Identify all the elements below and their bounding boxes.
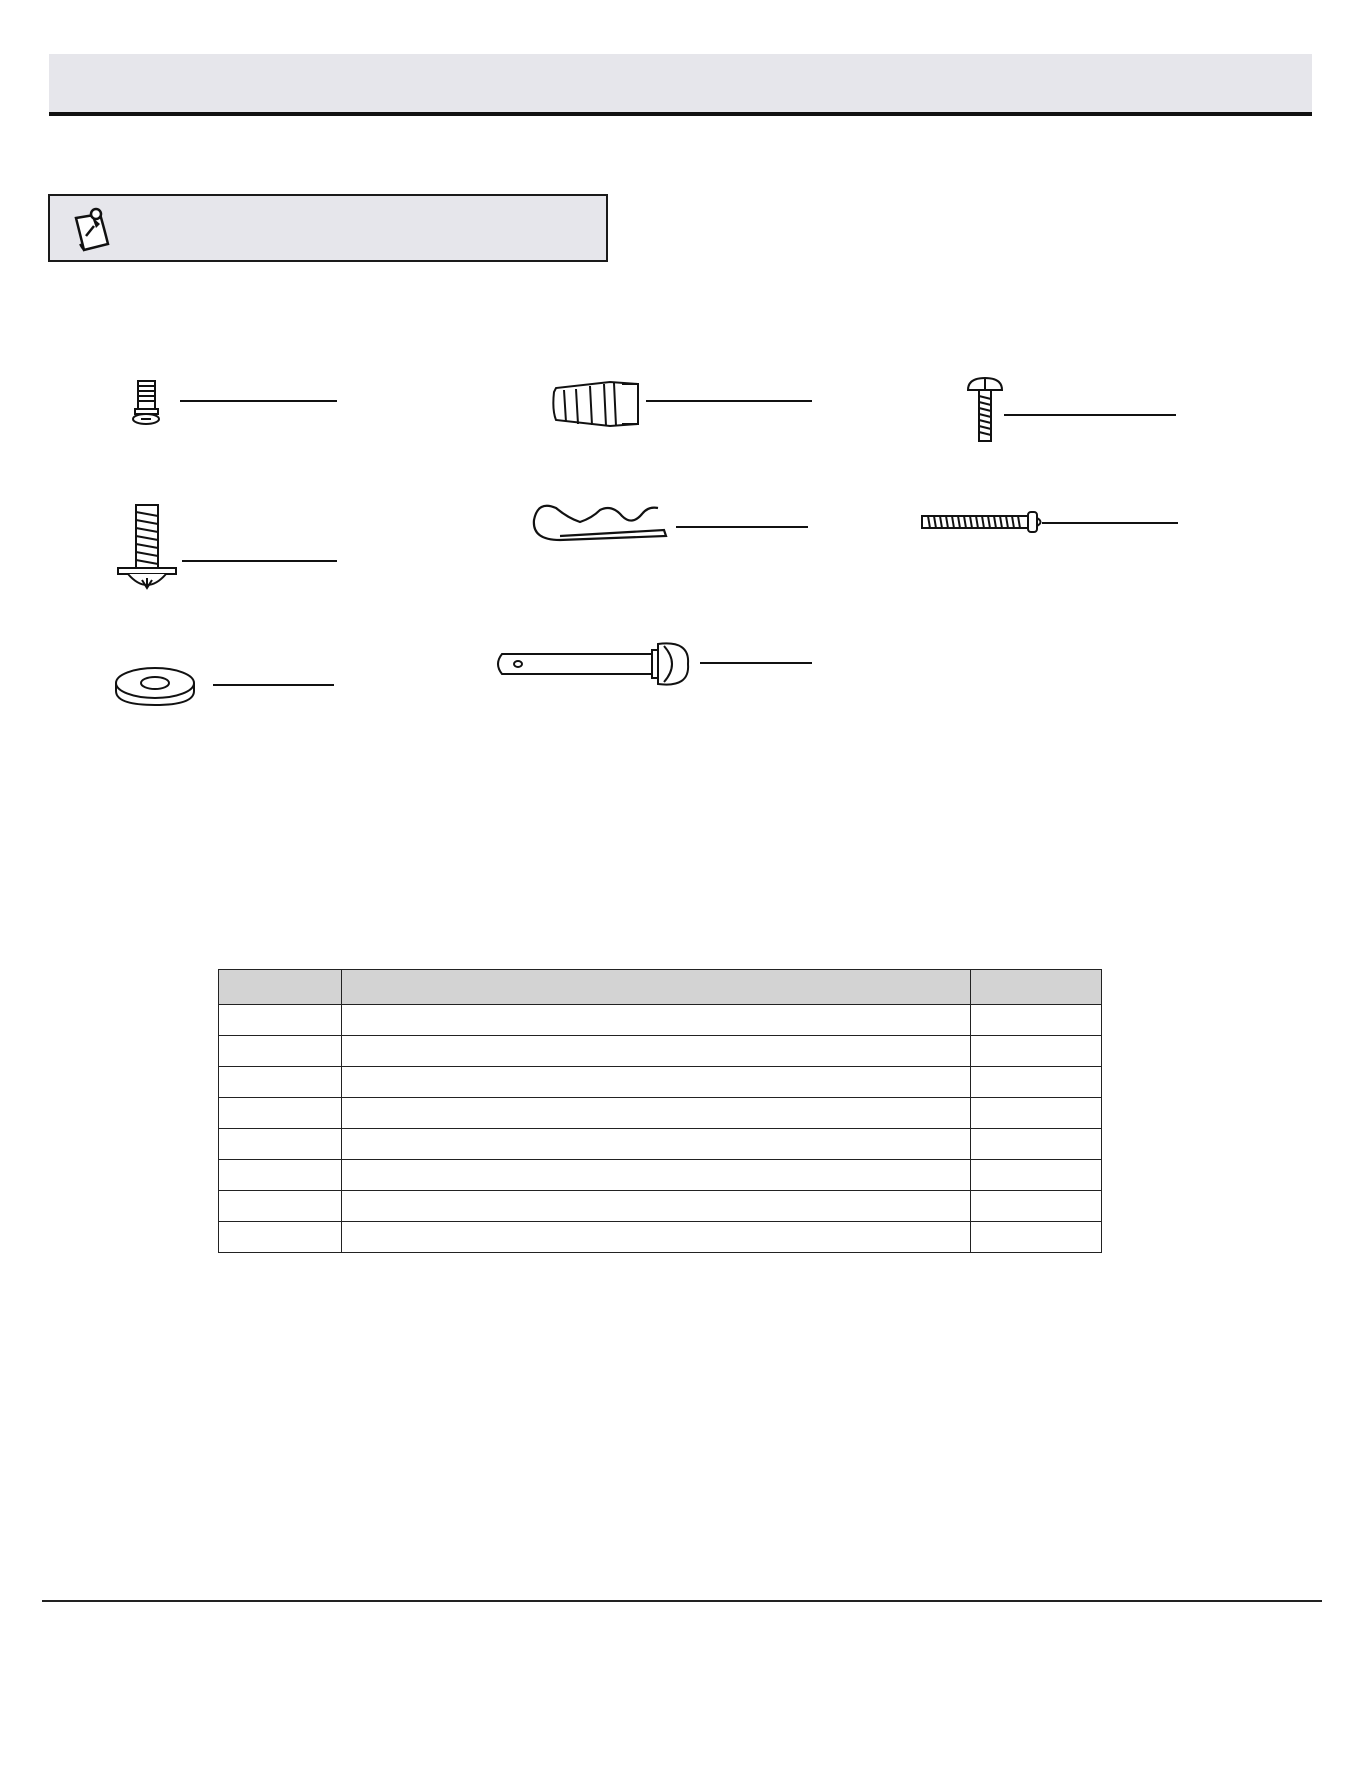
table-cell <box>342 1098 971 1129</box>
table-cell <box>342 1222 971 1253</box>
table-header-cell <box>219 970 342 1005</box>
wire-connector-icon <box>553 382 812 426</box>
table-cell <box>342 1005 971 1036</box>
footer-divider <box>42 1600 1322 1602</box>
table-cell <box>219 1129 342 1160</box>
table-row <box>219 1222 1102 1253</box>
table-cell <box>219 1098 342 1129</box>
table-cell <box>971 1067 1102 1098</box>
table-cell <box>971 1036 1102 1067</box>
hardware-illustrations <box>0 0 1362 760</box>
table-cell <box>219 1191 342 1222</box>
table-header-cell <box>342 970 971 1005</box>
table-cell <box>971 1098 1102 1129</box>
table-cell <box>219 1005 342 1036</box>
long-threaded-rod-icon <box>922 512 1178 532</box>
table-cell <box>342 1067 971 1098</box>
table-cell <box>219 1222 342 1253</box>
table-cell <box>971 1191 1102 1222</box>
table-row <box>219 1191 1102 1222</box>
hairpin-cotter-pin-icon <box>534 506 808 540</box>
table-row <box>219 1036 1102 1067</box>
table-row <box>219 1067 1102 1098</box>
table-cell <box>971 1129 1102 1160</box>
table-row <box>219 1129 1102 1160</box>
table-cell <box>342 1191 971 1222</box>
table-cell <box>342 1129 971 1160</box>
table-row <box>219 1160 1102 1191</box>
hardware-table <box>218 969 1102 1253</box>
table-cell <box>971 1222 1102 1253</box>
flat-washer-icon <box>116 668 334 705</box>
table-cell <box>219 1067 342 1098</box>
table-cell <box>342 1036 971 1067</box>
table-cell <box>219 1160 342 1191</box>
table-cell <box>219 1036 342 1067</box>
table-cell <box>971 1005 1102 1036</box>
flange-screw-icon <box>118 505 337 588</box>
clevis-pin-icon <box>498 643 812 684</box>
table-row <box>219 1098 1102 1129</box>
table-row <box>219 1005 1102 1036</box>
table-cell <box>971 1160 1102 1191</box>
slotted-machine-screw-icon <box>968 378 1176 441</box>
table-header-row <box>219 970 1102 1005</box>
table-header-cell <box>971 970 1102 1005</box>
table-cell <box>342 1160 971 1191</box>
short-screw-with-washer-icon <box>133 381 337 424</box>
